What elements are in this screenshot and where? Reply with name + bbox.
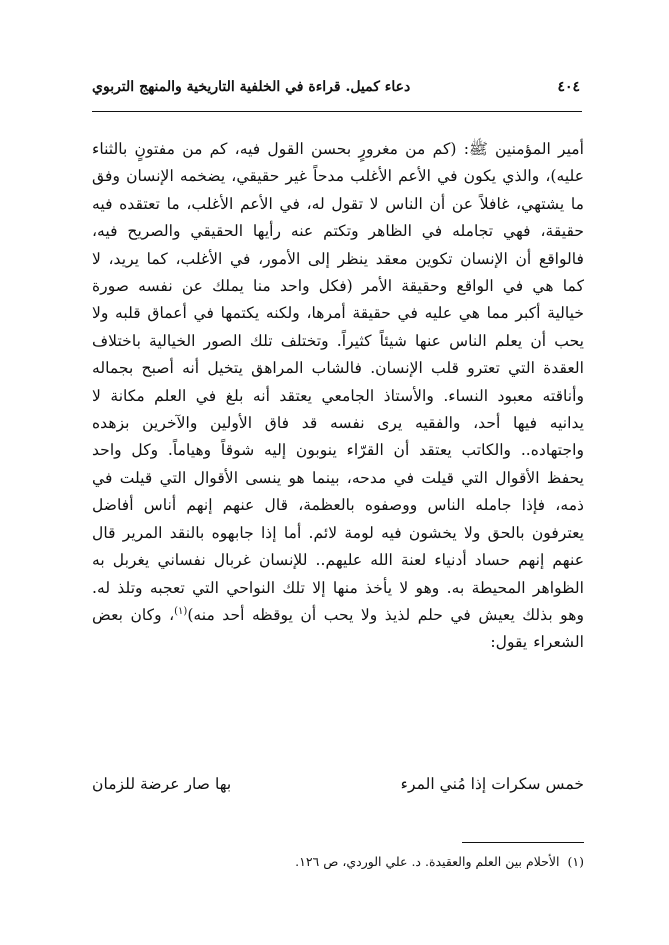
footnote-rule — [462, 842, 584, 843]
footnote — [92, 852, 584, 872]
footnote-text: الأحلام بين العلم والعقيدة. د. علي الوردي، ص ١٢٦. — [295, 854, 560, 869]
page-header — [92, 74, 580, 100]
paragraph-text: أمير المؤمنين ﷺ: (كم من مغرورٍ بحسن القول فيه، كم من مفتونٍ بالثناء عليه)، والذي يكون في الأعم الأغلب مدحاً غير حقيقي، يضخمه الإنسان وفق ما يشتهي، غافلاً عن أن الناس لا تقول له، في الأعم الأغلب، ما تعتقده فيه حقيقة، فهي تجامله في الظاهر وتكتم عنه رأيها الحقيقي والصريح فيه، فالواقع أن الإنسان تكوين معقد ينظر إلى الأمور، في الأغلب، كما يريد، لا كما هي في الواقع وحقيقة الأمر (فكل واحد منا يملك عن نفسه صورة خيالية أكبر مما هي عليه في حقيقة أمرها، ولكنه يكتمها في أعماق قلبه ولا يحب أن يعلم الناس عنها شيئاً كثيراً. وتختلف تلك الصور الخيالية باختلاف العقدة التي تعترو قلب الإنسان. فالشاب المراهق يتخيل أنه أصبح بجماله وأناقته معبود النساء. والأستاذ الجامعي يعتقد أنه بلغ في العلم مكانة لا يدانيه فيها أحد، والفقيه يرى نفسه قد فاق الأولين والآخرين بزهده واجتهاده.. والكاتب يعتقد أن القرّاء ينوبون إليه شوقاً وهياماً. وكل واحد يحفظ الأقوال التي قيلت في مدحه، بينما هو ينسى الأقوال التي قيلت في ذمه، فإذا جامله الناس ووصفوه بالعظمة، قال عنهم إنهم أناس أفاضل يعترفون بالحق ولا يخشون فيه لومة لائم. أما إذا جابهوه بالنقد المرير قال عنهم إنهم حساد أدنياء لعنة الله عليهم.. للإنسان غربال نفساني يغربل به الظواهر المحيطة به. وهو لا يأخذ منها إلا تلك النواحي التي تعجبه وتلذ له. وهو بذلك يعيش في حلم لذيذ ولا يحب أن يوقظه أحد منه) — [92, 140, 584, 624]
verse-hemistich-1: خمس سكرات إذا مُني المرء — [400, 775, 584, 793]
body-paragraph — [92, 136, 584, 657]
footnote-marker: (١) — [174, 605, 188, 617]
header-rule — [92, 111, 582, 112]
footnote-number: (١) — [567, 854, 584, 869]
verse-hemistich-2: بها صار عرضة للزمان — [92, 775, 232, 793]
poem-verse — [92, 770, 584, 798]
running-title: دعاء كميل. قراءة في الخلفية التاريخية والمنهج التربوي — [92, 79, 411, 95]
paragraph-tail: ، وكان بعض الشعراء يقول: — [92, 605, 584, 652]
body-text — [92, 136, 584, 657]
page-number: ٤٠٤ — [557, 79, 580, 95]
